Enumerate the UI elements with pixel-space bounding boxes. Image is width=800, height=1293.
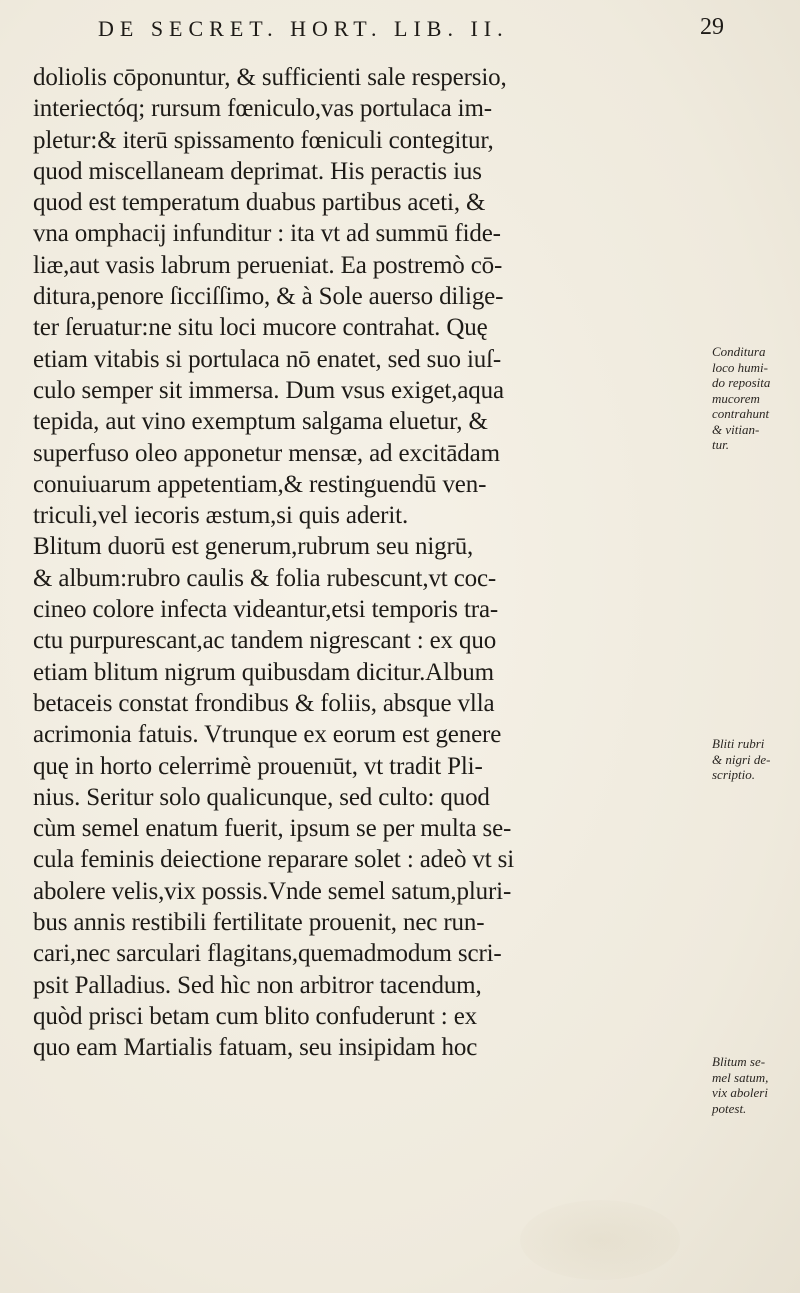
text-line: bus annis restibili fertilitate prouenit, nec run- [33,909,485,937]
text-line: triculi,vel iecoris æstum,si quis aderit. [33,502,409,530]
margin-note-blitum [712,1054,798,1116]
margin-note-line: loco humi- [712,359,768,375]
paper-stain [520,1200,680,1280]
margin-note-line: vix aboleri [712,1085,768,1100]
text-line: vna omphacij infunditur : ita vt ad summū fide- [33,220,501,248]
text-line: cari,nec sarculari flagitans,quemadmodum scri- [33,940,502,968]
text-line: & album:rubro caulis & folia rubescunt,vt coc- [33,564,497,592]
text-line: cula feminis deiectione reparare solet : adeò vt si [33,846,515,874]
text-line: nius. Seritur solo qualicunque, sed culto: quod [33,783,490,811]
text-line: interiectóq; rursum fœniculo,vas portulaca im- [33,95,492,123]
text-line: liæ,aut vasis labrum perueniat. Ea postremò cō- [33,251,503,279]
text-line: ctu purpurescant,ac tandem nigrescant : ex quo [33,627,497,655]
text-line: quo eam Martialis fatuam, seu insipidam hoc [33,1034,478,1062]
margin-note-line: & vitian- [712,421,760,437]
text-line: quod miscellaneam deprimat. His peractis ius [33,157,482,185]
margin-note-line: do reposita [712,375,771,390]
text-line: etiam vitabis si portulaca nō enatet, sed suo iuſ- [33,345,502,373]
text-line: tepida, aut vino exemptum salgama eluetur, & [33,408,488,436]
text-line: cineo colore infecta videantur,etsi temporis tra- [33,596,499,624]
running-head [0,0,800,60]
margin-note-line: mel satum, [712,1069,769,1085]
margin-note-bliti [712,736,798,783]
text-line: psit Palladius. Sed hìc non arbitror tacendum, [33,971,482,999]
text-line: etiam blitum nigrum quibusdam dicitur.Album [33,658,494,686]
text-line: pletur:& iterū spissamento fœniculi contegitur, [33,126,494,154]
page-number: 29 [700,14,724,40]
margin-note-line: mucorem [712,390,760,406]
text-line: culo semper sit immersa. Dum vsus exiget,aqua [33,376,504,404]
text-line: abolere velis,vix possis.Vnde semel satum,pluri- [33,877,512,905]
text-line: ditura,penore ſicciſſimo, & à Sole auerso dilige- [33,283,504,311]
margin-note-line: & nigri de- [712,751,771,767]
margin-note-conditura [712,344,798,453]
text-line: conuiuarum appetentiam,& restinguendū ven- [33,470,487,498]
running-head-title: DE SECRET. HORT. LIB. II. [98,16,509,41]
margin-note-line: Blitum se- [712,1054,766,1069]
margin-note-line: tur. [712,437,729,452]
text-line: ter ſeruatur:ne situ loci mucore contrahat. Quę [33,314,488,342]
margin-note-line: scriptio. [712,767,755,782]
body-text [33,62,693,1064]
text-line: quę in horto celerrimè prouenıūt, vt tradit Pli- [33,752,483,780]
text-line: cùm semel enatum fuerit, ipsum se per multa se- [33,815,512,843]
text-line: acrimonia fatuis. Vtrunque ex eorum est genere [33,721,502,749]
text-line: Blitum duorū est generum,rubrum seu nigrū, [33,533,474,561]
text-line: quod est temperatum duabus partibus aceti, & [33,189,486,217]
text-line: betaceis constat frondibus & foliis, absque vlla [33,689,495,717]
text-line: quòd prisci betam cum blito confuderunt : ex [33,1002,477,1030]
margin-note-line: potest. [712,1100,747,1116]
margin-note-line: Bliti rubri [712,736,765,751]
text-line: doliolis cōponuntur, & sufficienti sale respersio, [33,64,507,91]
text-line: superfuso oleo apponetur mensæ, ad excitādam [33,439,500,467]
margin-note-line: contrahunt [712,406,770,421]
margin-note-line: Conditura [712,344,766,359]
